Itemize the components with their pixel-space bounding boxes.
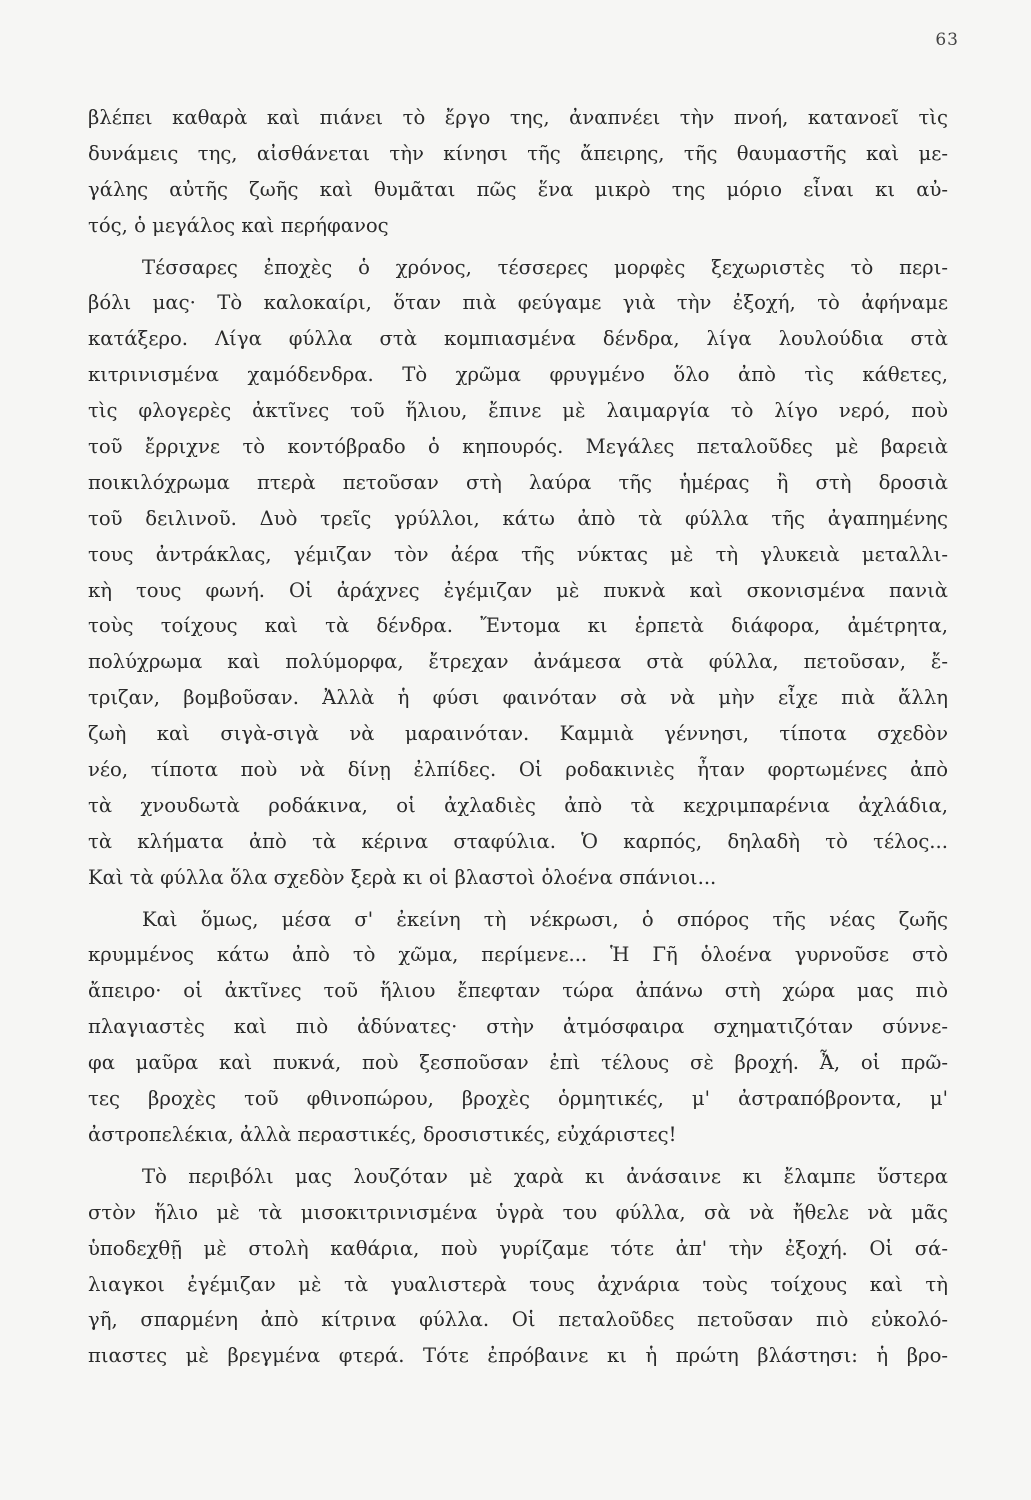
page-number: 63	[935, 30, 959, 50]
text-line: ζωὴ καὶ σιγὰ-σιγὰ νὰ μαραινόταν. Καμμιὰ γέννησι, τίποτα σχεδὸν	[88, 722, 948, 746]
text-line: τὰ κλήματα ἀπὸ τὰ κέρινα σταφύλια. Ὁ καρπός, δηλαδὴ τὸ τέλος...	[88, 829, 948, 853]
text-line: τὰ χνουδωτὰ ροδάκινα, οἱ ἀχλαδιὲς ἀπὸ τὰ κεχριμπαρένια ἀχλάδια,	[88, 793, 948, 817]
text-line: νέο, τίποτα ποὺ νὰ δίνῃ ἐλπίδες. Οἱ ροδακινιὲς ἦταν φορτωμένες ἀπὸ	[88, 758, 948, 782]
paragraph	[88, 100, 948, 244]
text-line: πιαστες μὲ βρεγμένα φτερά. Τότε ἐπρόβαινε κι ἡ πρώτη βλάστησι: ἡ βρο-	[88, 1344, 948, 1368]
text-line: ὑποδεχθῇ μὲ στολὴ καθάρια, ποὺ γυρίζαμε τότε ἀπ' τὴν ἐξοχή. Οἱ σά-	[88, 1236, 948, 1260]
text-line: τους ἀντράκλας, γέμιζαν τὸν ἀέρα τῆς νύκτας μὲ τὴ γλυκειὰ μεταλλι-	[88, 542, 948, 566]
text-line: ἄπειρο· οἱ ἀκτῖνες τοῦ ἥλιου ἔπεφταν τώρα ἀπάνω στὴ χώρα μας πιὸ	[88, 979, 948, 1003]
text-line: στὸν ἥλιο μὲ τὰ μισοκιτρινισμένα ὑγρὰ του φύλλα, σὰ νὰ ἤθελε νὰ μᾶς	[88, 1200, 948, 1224]
text-line: κιτρινισμένα χαμόδενδρα. Τὸ χρῶμα φρυγμένο ὅλο ἀπὸ τὶς κάθετες,	[88, 363, 948, 387]
text-line: κρυμμένος κάτω ἀπὸ τὸ χῶμα, περίμενε... Ἡ Γῆ ὁλοένα γυρνοῦσε στὸ	[88, 943, 948, 967]
text-line: κατάξερο. Λίγα φύλλα στὰ κομπιασμένα δένδρα, λίγα λουλούδια στὰ	[88, 327, 948, 351]
text-line: βλέπει καθαρὰ καὶ πιάνει τὸ ἔργο της, ἀναπνέει τὴν πνοή, κατανοεῖ τὶς	[88, 106, 948, 129]
body-text	[88, 100, 948, 1374]
text-line: τοῦ ἔρριχνε τὸ κοντόβραδο ὁ κηπουρός. Μεγάλες πεταλοῦδες μὲ βαρειὰ	[88, 435, 948, 459]
text-line: δυνάμεις της, αἰσθάνεται τὴν κίνησι τῆς ἄπειρης, τῆς θαυμαστῆς καὶ με-	[88, 141, 948, 165]
paragraph	[88, 902, 948, 1153]
text-line: ποικιλόχρωμα πτερὰ πετοῦσαν στὴ λαύρα τῆς ἡμέρας ἢ στὴ δροσιὰ	[88, 470, 948, 494]
text-line: Τέσσαρες ἐποχὲς ὁ χρόνος, τέσσερες μορφὲς ξεχωριστὲς τὸ περι-	[142, 255, 948, 279]
text-line: τὶς φλογερὲς ἀκτῖνες τοῦ ἥλιου, ἔπινε μὲ λαιμαργία τὸ λίγο νερό, ποὺ	[88, 399, 948, 423]
text-line: φα μαῦρα καὶ πυκνά, ποὺ ξεσποῦσαν ἐπὶ τέλους σὲ βροχή. Ἆ, οἱ πρῶ-	[88, 1051, 948, 1075]
text-line: τοῦ δειλινοῦ. Δυὸ τρεῖς γρύλλοι, κάτω ἀπὸ τὰ φύλλα τῆς ἀγαπημένης	[88, 506, 948, 530]
text-line: βόλι μας· Τὸ καλοκαίρι, ὅταν πιὰ φεύγαμε γιὰ τὴν ἐξοχή, τὸ ἀφήναμε	[88, 291, 948, 315]
text-line: πλαγιαστὲς καὶ πιὸ ἀδύνατες· στὴν ἀτμόσφαιρα σχηματιζόταν σύννε-	[88, 1015, 948, 1039]
text-line: γῆ, σπαρμένη ἀπὸ κίτρινα φύλλα. Οἱ πεταλοῦδες πετοῦσαν πιὸ εὐκολό-	[88, 1308, 948, 1332]
text-line: ἀστροπελέκια, ἀλλὰ περαστικές, δροσιστικές, εὐχάριστες!	[88, 1122, 677, 1146]
text-line: τός, ὁ μεγάλος καὶ περήφανος	[88, 213, 389, 237]
text-line: τοὺς τοίχους καὶ τὰ δένδρα. Ἔντομα κι ἑρπετὰ διάφορα, ἀμέτρητα,	[88, 614, 948, 638]
paragraph	[88, 1159, 948, 1374]
text-line: Τὸ περιβόλι μας λουζόταν μὲ χαρὰ κι ἀνάσαινε κι ἔλαμπε ὕστερα	[142, 1164, 948, 1188]
text-line: γάλης αὐτῆς ζωῆς καὶ θυμᾶται πῶς ἕνα μικρὸ της μόριο εἶναι κι αὐ-	[88, 177, 948, 201]
text-line: τριζαν, βομβοῦσαν. Ἀλλὰ ἡ φύσι φαινόταν σὰ νὰ μὴν εἶχε πιὰ ἄλλη	[88, 686, 948, 710]
text-line: πολύχρωμα καὶ πολύμορφα, ἔτρεχαν ἀνάμεσα στὰ φύλλα, πετοῦσαν, ἔ-	[88, 650, 948, 674]
text-line: Καὶ τὰ φύλλα ὅλα σχεδὸν ξερὰ κι οἱ βλαστοὶ ὁλοένα σπάνιοι...	[88, 865, 717, 889]
text-line: τες βροχὲς τοῦ φθινοπώρου, βροχὲς ὁρμητικές, μ' ἀστραπόβροντα, μ'	[88, 1087, 948, 1111]
text-line: λιαγκοι ἐγέμιζαν μὲ τὰ γυαλιστερὰ τους ἀχνάρια τοὺς τοίχους καὶ τὴ	[88, 1272, 948, 1296]
text-line: Καὶ ὅμως, μέσα σ' ἐκείνη τὴ νέκρωσι, ὁ σπόρος τῆς νέας ζωῆς	[142, 907, 948, 931]
text-line: κὴ τους φωνή. Οἱ ἀράχνες ἐγέμιζαν μὲ πυκνὰ καὶ σκονισμένα πανιὰ	[88, 578, 948, 602]
paragraph	[88, 250, 948, 896]
